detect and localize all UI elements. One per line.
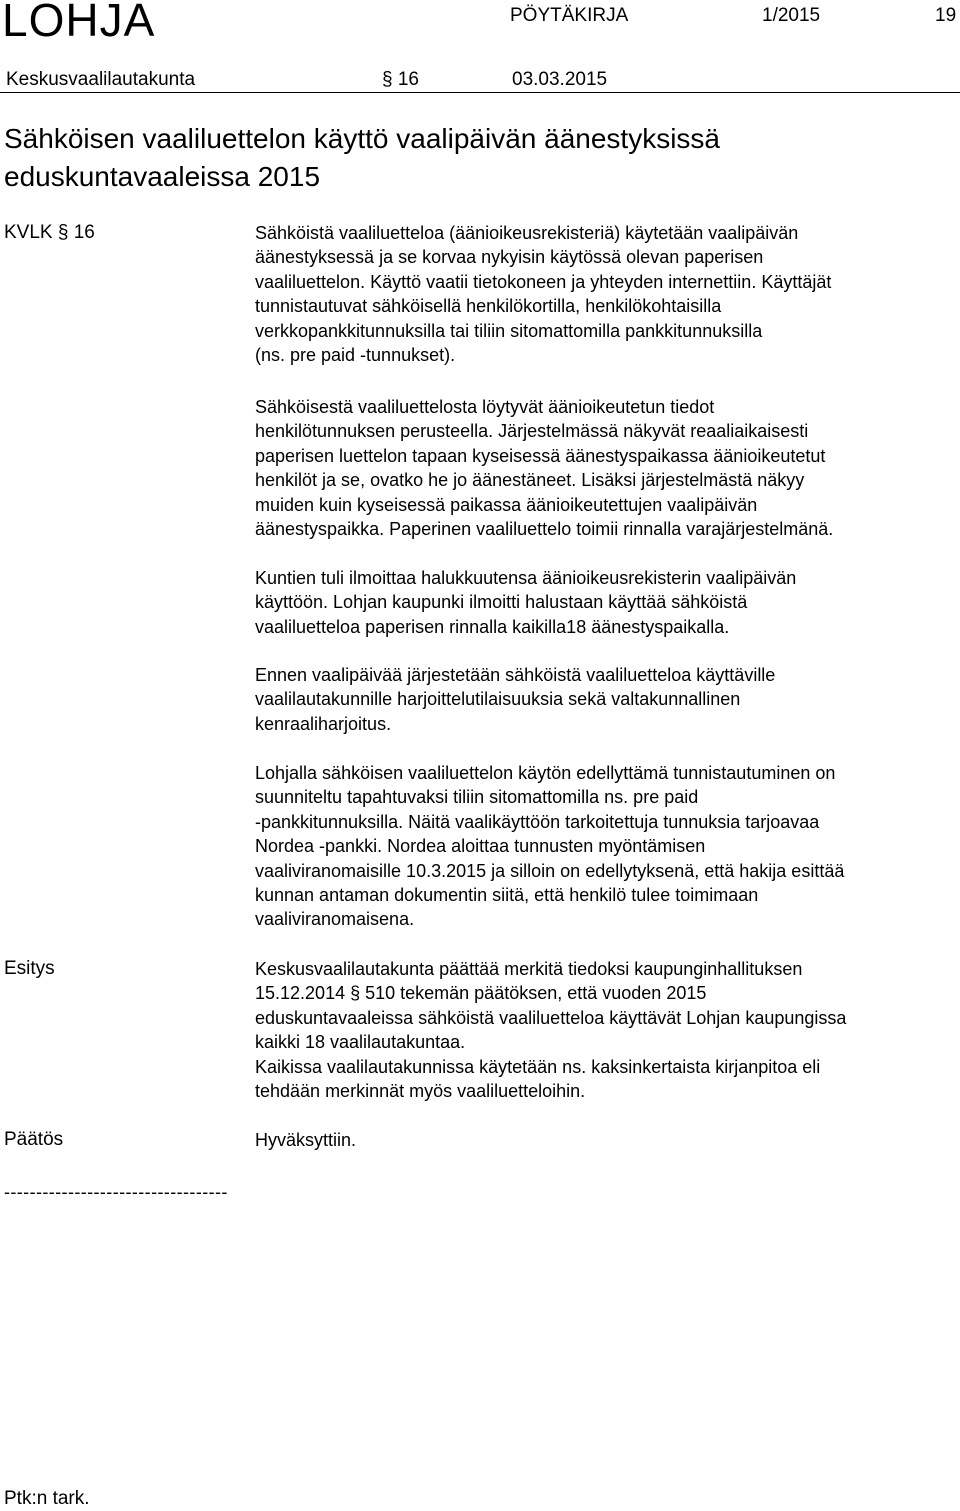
paatos-label: Päätös	[4, 1129, 64, 1150]
body-paragraph-3: Kuntien tuli ilmoittaa halukkuutensa äänioikeusrekisterin vaalipäivän käyttöön. Lohjan kaupunki ilmoitti halustaan käyttää sähköistä vaaliluetteloa paperisen rinnalla kaikilla18 äänestyspaikalla.	[255, 568, 797, 637]
footer-note: Ptk:n tark.	[4, 1488, 90, 1509]
header-rule	[0, 92, 960, 93]
lohja-logo: LOHJA	[2, 0, 156, 46]
document-number: 1/2015	[762, 5, 821, 26]
body-paragraph-4: Ennen vaalipäivää järjestetään sähköistä vaaliluetteloa käyttäville vaalilautakunnille harjoittelutilaisuuksia sekä valtakunnallinen kenraaliharjoitus.	[255, 665, 776, 734]
esitys-text: Keskusvaalilautakunta päättää merkitä tiedoksi kaupunginhallituksen 15.12.2014 § 510 tekemän päätöksen, että vuoden 2015 eduskuntavaaleissa sähköistä vaaliluetteloa käyttävät Lohjan kaupungissa kaikki 18 vaalilautakuntaa. Kaikissa vaalilautakunnissa käytetään ns. kaksinkertaista kirjanpitoa eli tehdään merkinnät myös vaaliluetteloihin.	[255, 959, 847, 1102]
meeting-date: 03.03.2015	[512, 69, 608, 90]
body-paragraph-2: Sähköisestä vaaliluettelosta löytyvät äänioikeutetun tiedot henkilötunnuksen perusteella. Järjestelmässä näkyvät reaaliaikaisesti paperisen luettelon tapaan kyseisessä äänestyspaikassa äänioikeutetut henkilöt ja se, ovatko he jo äänestäneet. Lisäksi järjestelmästä näkyy muiden kuin kyseisessä paikassa äänioikeutettujen vaalipäivän äänestyspaikka. Paperinen vaaliluettelo toimii rinnalla varajärjestelmänä.	[255, 397, 834, 540]
committee-name: Keskusvaalilautakunta	[6, 69, 196, 90]
section-number: § 16	[382, 69, 419, 90]
paatos-text: Hyväksyttiin.	[255, 1130, 357, 1150]
section-label: KVLK § 16	[4, 222, 95, 243]
document-type: PÖYTÄKIRJA	[510, 5, 629, 26]
page-title: Sähköisen vaaliluettelon käyttö vaalipäivän äänestyksissä eduskuntavaaleissa 2015	[4, 123, 720, 192]
page-number: 19	[935, 5, 957, 26]
separator-line: -----------------------------------	[4, 1182, 228, 1202]
esitys-label: Esitys	[4, 958, 55, 979]
body-paragraph-5: Lohjalla sähköisen vaaliluettelon käytön edellyttämä tunnistautuminen on suunniteltu tapahtuvaksi tiliin sitomattomilla ns. pre paid -pankkitunnuksilla. Näitä vaalikäyttöön tarkoitettuja tunnuksia tarjoavaa Nordea -pankki. Nordea aloittaa tunnusten myöntämisen vaaliviranomaisille 10.3.2015 ja silloin on edellytyksenä, että hakija esittää kunnan antaman dokumentin siitä, että henkilö tulee toimimaan vaaliviranomaisena.	[255, 763, 845, 930]
body-paragraph-1: Sähköistä vaaliluetteloa (äänioikeusrekisteriä) käytetään vaalipäivän äänestyksessä ja se korvaa nykyisin käytössä olevan paperisen vaaliluettelon. Käyttö vaatii tietokoneen ja yhteyden internettiin. Käyttäjät tunnistautuvat sähköisellä henkilökortilla, henkilökohtaisilla verkkopankkitunnuksilla tai tiliin sitomattomilla pankkitunnuksilla (ns. pre paid -tunnukset).	[255, 223, 832, 366]
